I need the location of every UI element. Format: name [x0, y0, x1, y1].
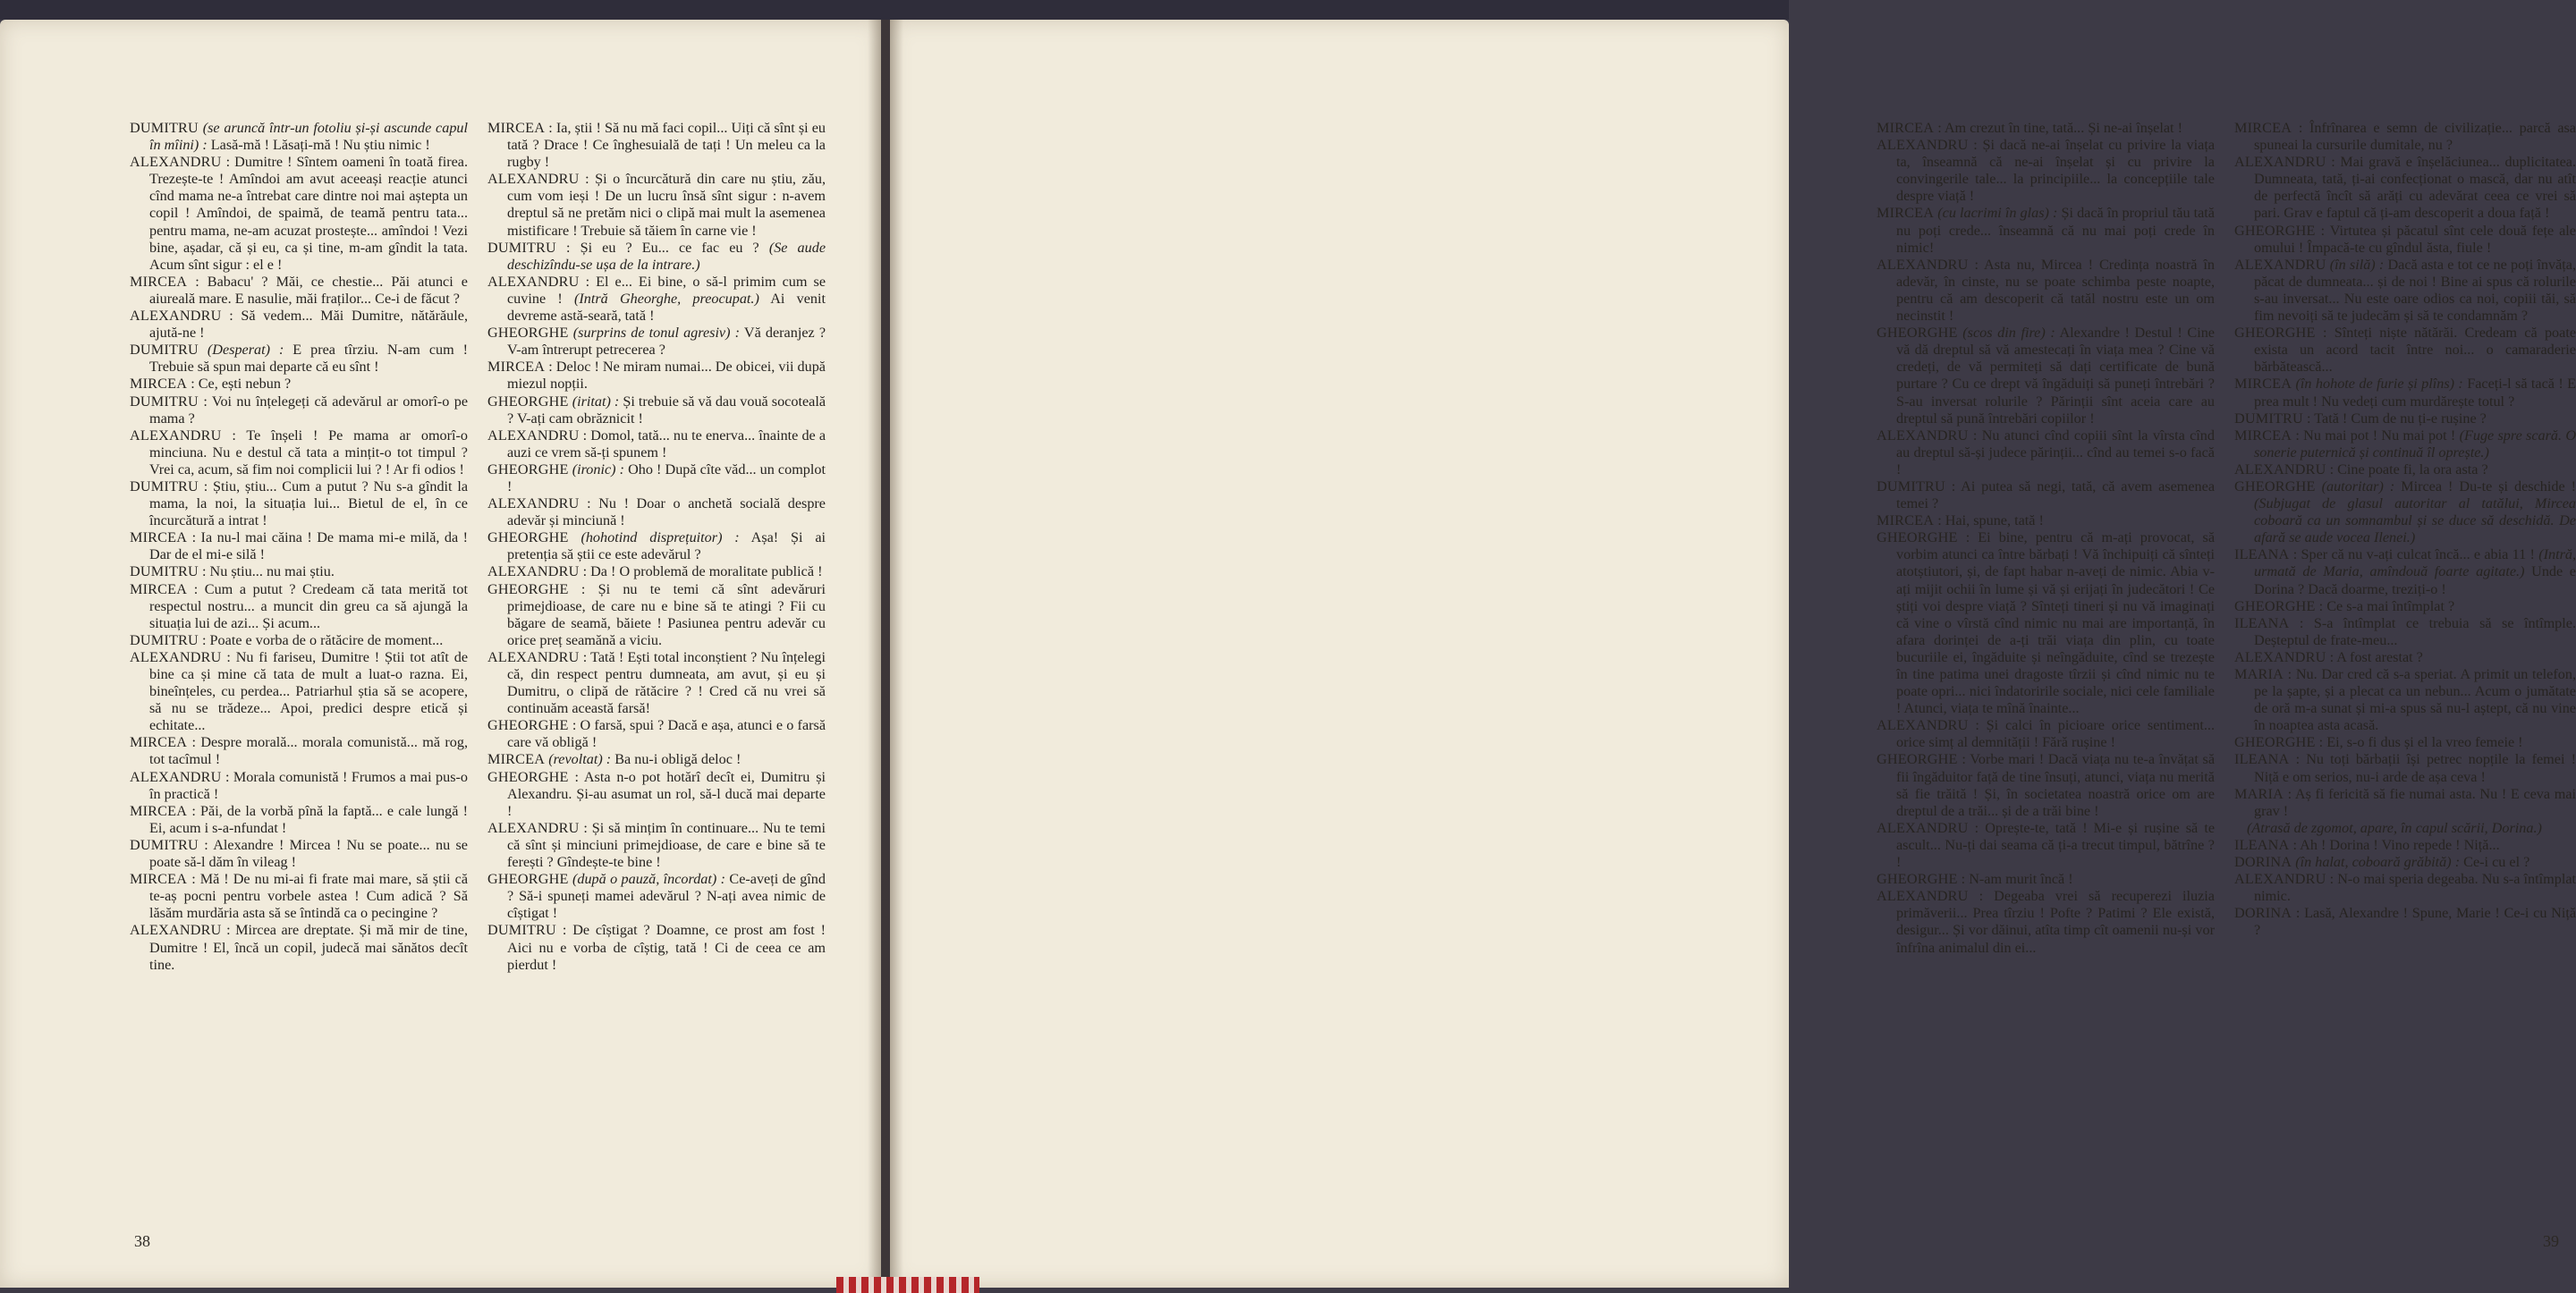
dialogue-line	[2234, 598, 2576, 615]
line-text: Dacă asta e tot ce ne poți învăța, păcat de dumneata... și de noi ! Bine ai spus că rolurile s-au inversat... Nu este oare odios ca noi, copiii tăi, să fim nevoiți să te judecăm și să te condamnăm ?	[2254, 256, 2576, 325]
dialogue-line	[130, 308, 468, 342]
speaker-name: ALEXANDRU	[130, 648, 222, 665]
speaker-name: GHEORGHE	[487, 325, 569, 342]
line-text: : A fost arestat ?	[2329, 648, 2423, 665]
speaker-name: MIRCEA	[130, 580, 188, 597]
speaker-name: GHEORGHE	[2234, 325, 2316, 342]
dialogue-line	[487, 581, 826, 649]
speaker-name: MIRCEA	[1877, 120, 1935, 136]
speaker-name: MIRCEA	[130, 273, 188, 290]
dialogue-line	[487, 171, 826, 239]
line-text: : Hai, spune, tată !	[1937, 512, 2044, 529]
stage-direction: (ironic) :	[572, 461, 625, 477]
dialogue-line	[130, 581, 468, 632]
line-text: Mircea ! Du-te și deschide !	[2401, 477, 2576, 494]
line-text: : Ia nu-l mai căina ! De mama mi-e milă, da ! Dar de el mi-e silă !	[149, 529, 468, 563]
line-text: : Cum a putut ? Credeam că tata merită tot respectul nostru... a muncit din greu ca să ajungă la situația lui de azi... Și acum...	[149, 580, 468, 631]
line-text: : De cîștigat ? Doamne, ce prost am fost ! Aici nu e vorba de cîștig, tată ! Ci de ceea ce am pierdut !	[507, 922, 826, 973]
line-text: : Alexandre ! Mircea ! Nu se poate... nu se poate să-l dăm în vileag !	[149, 836, 468, 871]
stage-direction: (Intră, urmată de Maria, amîndouă foarte agitate.)	[2254, 546, 2576, 580]
dialogue-line	[2234, 649, 2576, 666]
dialogue-line	[2234, 837, 2576, 854]
dialogue-line	[487, 649, 826, 717]
speaker-name: ALEXANDRU	[487, 273, 580, 290]
dialogue-line	[130, 376, 468, 393]
line-text: : Nu ! Doar o anchetă socială despre adevăr și minciună !	[507, 495, 826, 529]
book-top-edge	[0, 0, 1789, 20]
speaker-name: GHEORGHE	[487, 393, 569, 410]
speaker-name: ALEXANDRU	[2234, 154, 2326, 171]
speaker-name: DUMITRU	[487, 922, 556, 939]
line-text: : Virtutea și păcatul sînt cele două fețe ale omului ! Împacă-te cu gîndul ăsta, fiule !	[2254, 222, 2576, 256]
speaker-name: MIRCEA	[130, 734, 188, 751]
line-text: : Deloc ! Ne miram numai... De obicei, vii după miezul nopții.	[507, 359, 826, 393]
line-text: : N-am murit încă !	[1961, 871, 2073, 888]
dialogue-line	[2234, 410, 2576, 427]
line-text: : Asta nu, Mircea ! Credința noastră în adevăr, în cinste, nu se poate schimba peste noapte, pentru că am descoperit că tatăl nostru este un om necinstit !	[1896, 256, 2216, 325]
speaker-name: ALEXANDRU	[487, 648, 580, 665]
column-2	[487, 120, 826, 974]
speaker-name: ALEXANDRU	[2234, 871, 2326, 888]
line-text: : Aș fi fericită să fie numai asta. Nu ! E ceva mai grav !	[2254, 785, 2576, 819]
dialogue-line	[1877, 478, 2215, 512]
line-text: Ce-aveți de gînd ? Să-i spuneți mamei adevărul ? N-ați avea nimic de cîștigat !	[507, 871, 826, 922]
dialogue-line	[2234, 427, 2576, 461]
speaker-name: ILEANA	[2234, 836, 2290, 853]
dialogue-line	[1877, 257, 2215, 325]
line-text: Alexandre ! Destul ! Cine vă dă dreptul să vă amestecați în viața mea ? Cine vă credeți, de vă permiteți să dați certificate de bună purtare ? Cu ce drept vă îngăduiți să puneți întrebări ? S-au inversat rolurile ? Părinții sînt aceia care au dreptul să pună întrebări copiilor !	[1896, 325, 2215, 427]
line-text: : Ei, s-o fi dus și el la vreo femeie !	[2318, 734, 2523, 751]
line-text: : Ai putea să negi, tată, că avem asemenea temei ?	[1896, 477, 2216, 512]
speaker-name: ALEXANDRU	[487, 819, 580, 836]
speaker-name: ALEXANDRU	[487, 427, 580, 444]
dialogue-line	[130, 154, 468, 274]
line-text: : Ce s-a mai întîmplat ?	[2318, 597, 2455, 614]
dialogue-line	[487, 529, 826, 563]
stage-direction: (surprins de tonul agresiv) :	[572, 325, 741, 342]
dialogue-line	[1877, 120, 2215, 137]
dialogue-line	[2234, 461, 2576, 478]
line-text: : Lasă, Alexandre ! Spune, Marie ! Ce-i cu Niță ?	[2254, 905, 2576, 939]
dialogue-line	[130, 803, 468, 837]
line-text: Oho ! După cîte văd... un complot !	[507, 461, 826, 494]
dialogue-line	[130, 529, 468, 563]
line-text: Lasă-mă ! Lăsați-mă ! Nu știu nimic !	[210, 137, 430, 154]
speaker-name: DUMITRU	[130, 342, 199, 359]
dialogue-line	[2234, 154, 2576, 222]
line-text: : Mă ! De nu mi-ai fi frate mai mare, să știi că te-aș pocni pentru vorbele astea ! Cum adică ? Să lăsăm murdăria asta să se întindă ca o pecingine ?	[149, 871, 469, 922]
speaker-name: MIRCEA	[130, 376, 188, 393]
dialogue-line	[487, 871, 826, 922]
line-text: Unde e Dorina ? Dacă doarme, treziți-o !	[2254, 563, 2576, 597]
dialogue-line	[130, 427, 468, 478]
speaker-name: DUMITRU	[130, 120, 199, 136]
speaker-name: ALEXANDRU	[130, 154, 222, 171]
line-text: : Și nu te temi că sînt adevăruri primejdioase, de care nu e bine să te atingi ? Fii cu băgare de seamă, băiete ! Pasiunea pentru adevăr cu orice preț seamănă a viciu.	[507, 580, 826, 648]
speaker-name: GHEORGHE	[2234, 477, 2316, 494]
dialogue-line	[487, 820, 826, 871]
dialogue-line	[1877, 512, 2215, 529]
line-text: Așa! Și ai pretenția să știi ce este adevărul ?	[507, 529, 826, 563]
line-text: : O farsă, spui ? Dacă e așa, atunci e o farsă care vă obligă !	[507, 717, 826, 751]
line-text: Și trebuie să vă dau vouă socoteală ? V-ați cam obrăznicit !	[507, 393, 826, 427]
line-text: : Ei bine, pentru că m-ați provocat, să vorbim atunci ca între bărbați ! Vă închipuiți că sînteți atotștiutori, și, de fapt habar n-aveți de nimic. Abia v-ați mijit ochii în lume și vă și erijați în judecători ! Ce știți voi despre viață ? Sînteți tineri și nu vă imaginați că vine o vîrstă cînd nimic nu mai are importanță, în afara dorinței de a-ți trăi viața din plin, cu toate bucuriile ei, îngăduite și neîngăduite, cînd se trezește în tine patima unei dragoste tîrzii și cînd nimic nu te poate opri... nici îndatoririle sociale, nici cele familiale ! Atunci, viața te mînă înainte...	[1896, 529, 2216, 717]
dialogue-line	[487, 120, 826, 171]
stage-direction: (Subjugat de glasul autoritar al tatălui, Mircea coboară ca un somnambul și se duce să deschidă. De afară se aude vocea Ilenei.)	[2254, 495, 2576, 546]
speaker-name: GHEORGHE	[1877, 871, 1958, 888]
speaker-name: GHEORGHE	[1877, 325, 1958, 342]
dialogue-line	[130, 837, 468, 871]
line-text: Ce-i cu el ?	[2463, 854, 2530, 871]
line-text: : Și dacă ne-ai înșelat cu privire la viața ta, înseamnă că ne-ai înșelat și cu privire la convingerile tale... la principiile... la concepțiile tale despre viață !	[1896, 137, 2216, 205]
stage-direction: (în halat, coboară grăbită) :	[2295, 854, 2461, 871]
dialogue-line	[2234, 615, 2576, 649]
speaker-name: ILEANA	[2234, 546, 2290, 563]
line-text: : Cine poate fi, la ora asta ?	[2329, 461, 2488, 477]
speaker-name: MIRCEA	[487, 359, 546, 376]
speaker-name: GHEORGHE	[487, 461, 569, 477]
speaker-name: GHEORGHE	[487, 768, 569, 785]
speaker-name: GHEORGHE	[1877, 529, 1958, 546]
dialogue-line	[487, 769, 826, 820]
stage-direction: (scos din fire) :	[1962, 325, 2055, 342]
line-text: : Nu. Dar cred că s-a speriat. A primit un telefon, pe la șapte, și a plecat ca un nebun... Acum o jumătate de oră m-a sunat și mi-a spus să nu-l aștept, că nu vine în noaptea asta acasă.	[2254, 666, 2576, 734]
line-text: : Nu fi fariseu, Dumitre ! Știi tot atît de bine ca și mine că tata de mult a luat-o razna. Ei, bineînțeles, cu perdea... Patriarhul știa să se acopere, să nu se trădeze... Apoi, predici despre etică și echitate...	[149, 648, 469, 734]
speaker-name: ALEXANDRU	[2234, 461, 2326, 477]
speaker-name: GHEORGHE	[1877, 751, 1958, 768]
speaker-name: MARIA	[2234, 785, 2284, 802]
dialogue-line	[2234, 478, 2576, 546]
speaker-name: ALEXANDRU	[1877, 888, 1969, 905]
stage-direction: (cu lacrimi în glas) :	[1937, 205, 2058, 222]
speaker-name: MIRCEA	[2234, 376, 2292, 393]
line-text: : Sper că nu v-ați culcat încă... e abia 11 !	[2292, 546, 2535, 563]
line-text: : Înfrînarea e semn de civilizație... parcă asa spuneai la cursurile dumitale, nu ?	[2254, 120, 2576, 154]
dialogue-line	[130, 769, 468, 803]
line-text: : N-o mai speria degeaba. Nu s-a întîmplat nimic.	[2254, 871, 2576, 905]
speaker-name: GHEORGHE	[2234, 734, 2316, 751]
dialogue-line	[487, 717, 826, 751]
speaker-name: MIRCEA	[130, 871, 188, 888]
dialogue-line	[2234, 666, 2576, 734]
speaker-name: ALEXANDRU	[130, 427, 222, 444]
dialogue-line	[130, 922, 468, 973]
dialogue-line	[2234, 734, 2576, 751]
line-text: : Asta n-o pot hotărî decît ei, Dumitru și Alexandru. Și-au asumat un rol, să-l ducă mai departe !	[507, 768, 826, 819]
line-text: : Ah ! Dorina ! Vino repede ! Niță...	[2292, 836, 2500, 853]
line-text: : Dumitre ! Sîntem oameni în toată firea. Trezește-te ! Amîndoi am avut aceeași reacție atunci cînd mama ne-a întrebat care dintre noi mai aștepta un copil ! Amîndoi, de spaimă, de teamă pentru tata... pentru mama, ne-am acuzat prostește... amîndoi ! Vezi bine, așadar, că și eu, ca și tine, m-am gîndit la tata. Acum sînt sigur : el e !	[149, 154, 469, 273]
stage-direction: (Se aude deschizîndu-se ușa de la intrare.)	[507, 239, 826, 273]
stage-direction: (hohotind disprețuitor) :	[580, 529, 740, 546]
line-text: : Domol, tată... nu te enerva... înainte de a auzi ce vrem să-ți spunem !	[507, 427, 826, 461]
column-3	[1877, 120, 2215, 957]
speaker-name: DUMITRU	[130, 563, 199, 580]
dialogue-line	[130, 274, 468, 308]
dialogue-line	[2234, 546, 2576, 597]
speaker-name: MIRCEA	[1877, 205, 1935, 222]
speaker-name: MIRCEA	[130, 802, 188, 819]
line-text: : Oprește-te, tată ! Mi-e și rușine să te ascult... Nu-ți dai seama că ți-a trecut timpul, bătrîne ? !	[1896, 819, 2216, 871]
speaker-name: GHEORGHE	[487, 529, 569, 546]
speaker-name: ALEXANDRU	[1877, 717, 1969, 734]
dialogue-line	[2234, 751, 2576, 785]
speaker-name: ALEXANDRU	[1877, 427, 1969, 444]
dialogue-line	[130, 342, 468, 376]
dialogue-line	[2234, 325, 2576, 376]
speaker-name: ALEXANDRU	[487, 171, 580, 188]
speaker-name: ALEXANDRU	[2234, 648, 2326, 665]
line-text: : El e... Ei bine, o să-l primim cum se cuvine !	[507, 273, 826, 307]
dialogue-line	[130, 632, 468, 649]
stage-direction: (după o pauză, încordat) :	[572, 871, 726, 888]
line-text: : Și o încurcătură din care nu știu, zău, cum vom ieși ! De un lucru însă sînt sigur : n-avem dreptul să ne pretăm nici o clipă mai mult la asemenea mistificare ! Trebuie să tăiem în carne vie !	[507, 171, 826, 239]
line-text: E prea tîrziu. N-am cum ! Trebuie să spun mai departe că eu sînt !	[149, 342, 469, 376]
line-text: : Vorbe mari ! Dacă viața nu te-a învățat să fii îngăduitor față de tine însuți, atunci, viața nu merită să fie trăită ! Și, în societatea noastră orice om are dreptul de a trăi... și de a trăi bine !	[1896, 751, 2216, 819]
column-4	[2234, 120, 2576, 940]
speaker-name: GHEORGHE	[487, 871, 569, 888]
speaker-name: DUMITRU	[1877, 477, 1945, 494]
line-text: : Sînteți niște nătărăi. Credeam că poate exista un acord tacit între noi... o camaraderie bărbătească...	[2254, 325, 2576, 376]
dialogue-line	[1877, 820, 2215, 871]
dialogue-line	[2234, 871, 2576, 905]
speaker-name: MIRCEA	[487, 751, 546, 768]
line-text: : Păi, de la vorbă pînă la faptă... e cale lungă ! Ei, acum i s-a-nfundat !	[149, 802, 469, 836]
speaker-name: DUMITRU	[130, 477, 199, 494]
speaker-name: MIRCEA	[2234, 120, 2292, 136]
stage-direction: (iritat) :	[572, 393, 620, 410]
dialogue-line	[2234, 376, 2576, 410]
speaker-name: ALEXANDRU	[1877, 256, 1969, 273]
dialogue-line	[2234, 120, 2576, 154]
line-text: Ai venit devreme astă-seară, tată !	[507, 290, 826, 325]
speaker-name: ILEANA	[2234, 614, 2290, 631]
dialogue-line	[2234, 257, 2576, 325]
speaker-name: GHEORGHE	[487, 717, 569, 734]
line-text: : Babacu' ? Măi, ce chestie... Păi atunci e aiureală mare. E nasulie, măi fraților... Ce-i de făcut ?	[149, 273, 468, 307]
speaker-name: ALEXANDRU	[130, 922, 222, 939]
stage-direction: (autoritar) :	[2321, 477, 2395, 494]
line-text: : Voi nu înțelegeți că adevărul ar omorî-o pe mama ?	[149, 393, 469, 427]
stage-direction: (Desperat) :	[207, 342, 284, 359]
dialogue-line	[130, 393, 468, 427]
stage-direction: (Fuge spre scară. O sonerie puternică și continuă îl oprește.)	[2254, 427, 2576, 461]
dialogue-line	[1877, 137, 2215, 205]
line-text: : Nu mai pot ! Nu mai pot !	[2295, 427, 2456, 444]
dialogue-line	[2234, 905, 2576, 939]
page-number-left: 38	[134, 1232, 150, 1250]
speaker-name: ALEXANDRU	[130, 768, 222, 785]
line-text: : S-a întîmplat ce trebuia să se întîmple. Deșteptul de frate-meu...	[2254, 614, 2576, 648]
speaker-name: DUMITRU	[130, 393, 199, 410]
dialogue-line	[1877, 205, 2215, 256]
dialogue-line	[487, 325, 826, 359]
speaker-name: ALEXANDRU	[1877, 819, 1969, 836]
stage-direction: (în silă) :	[2329, 256, 2385, 273]
column-1	[130, 120, 468, 974]
line-text: : Am crezut în tine, tată... Și ne-ai înșelat !	[1937, 120, 2182, 136]
line-text: : Nu toți bărbații își petrec nopțile la femei ! Niță e om serios, nu-i arde de așa ceva !	[2254, 751, 2576, 785]
dialogue-line	[130, 478, 468, 529]
dialogue-line	[2234, 820, 2576, 837]
line-text: : Și să mințim în continuare... Nu te temi că sînt și minciuni primejdioase, de care e bine să te ferești ? Gîndește-te bine !	[507, 819, 826, 871]
dialogue-line	[487, 461, 826, 495]
line-text: : Mircea are dreptate. Și mă mir de tine, Dumitre ! El, încă un copil, judecă mai sănătos decît tine.	[149, 922, 469, 973]
line-text: : Știu, știu... Cum a putut ? Nu s-a gîndit la mama, la noi, la situația lui... Bietul de el, în ce încurcătură a intrat !	[149, 477, 469, 529]
line-text: : Da ! O problemă de moralitate publică !	[582, 563, 823, 580]
line-text: : Tată ! Cum de nu ți-e rușine ?	[2307, 410, 2487, 427]
stage-direction: (revoltat) :	[548, 751, 612, 768]
speaker-name: DUMITRU	[130, 631, 199, 648]
book-gutter	[868, 20, 903, 1288]
speaker-name: DORINA	[2234, 854, 2292, 871]
speaker-name: GHEORGHE	[487, 580, 569, 597]
speaker-name: DUMITRU	[130, 836, 199, 853]
dialogue-line	[487, 240, 826, 274]
line-text: : Să vedem... Măi Dumitre, nătărăule, ajută-ne !	[149, 308, 469, 342]
line-text: Și dacă în propriul tău tată nu poți crede... înseamnă că nu mai poți crede în nimic!	[1896, 205, 2215, 256]
line-text: Ba nu-i obligă deloc !	[614, 751, 741, 768]
speaker-name: ALEXANDRU	[487, 563, 580, 580]
speaker-name: ALEXANDRU	[1877, 137, 1969, 154]
speaker-name: DORINA	[2234, 905, 2292, 922]
dialogue-line	[1877, 427, 2215, 478]
line-text: : Și calci în picioare orice sentiment... orice simț al demnității ! Fără rușine !	[1896, 717, 2215, 751]
dialogue-line	[1877, 871, 2215, 888]
line-text: : Și eu ? Eu... ce fac eu ?	[566, 239, 759, 256]
dialogue-line	[2234, 854, 2576, 871]
speaker-name: MIRCEA	[2234, 427, 2292, 444]
dialogue-line	[2234, 786, 2576, 820]
speaker-name: ALEXANDRU	[2234, 256, 2326, 273]
dialogue-line	[130, 649, 468, 734]
page-number-right: 39	[2543, 1232, 2559, 1250]
bookmark-ribbon	[836, 1277, 979, 1293]
dialogue-line	[130, 563, 468, 580]
dialogue-line	[130, 871, 468, 922]
speaker-name: DUMITRU	[2234, 410, 2303, 427]
dialogue-line	[130, 120, 468, 154]
left-page	[0, 20, 881, 1288]
dialogue-line	[1877, 717, 2215, 751]
dialogue-line	[487, 751, 826, 768]
line-text: : Morala comunistă ! Frumos a mai pus-o în practică !	[149, 768, 469, 802]
dialogue-line	[2234, 223, 2576, 257]
line-text: : Tată ! Ești total inconștient ? Nu înțelegi că, din respect pentru dumneata, am avut, și eu și Dumitru, o clipă de rătăcire ? ! Cred că nu vrei să continuăm această farsă!	[507, 648, 826, 717]
dialogue-line	[487, 922, 826, 973]
speaker-name: ALEXANDRU	[130, 308, 222, 325]
dialogue-line	[487, 427, 826, 461]
speaker-name: MARIA	[2234, 666, 2284, 682]
dialogue-line	[1877, 888, 2215, 956]
dialogue-line	[487, 393, 826, 427]
stage-direction: (în hohote de furie și plîns) :	[2295, 376, 2463, 393]
dialogue-line	[487, 274, 826, 325]
dialogue-line	[487, 563, 826, 580]
speaker-name: DUMITRU	[487, 239, 556, 256]
speaker-name: GHEORGHE	[2234, 222, 2316, 239]
line-text: : Degeaba vrei să recuperezi iluzia primăverii... Prea tîrziu ! Pofte ? Patimi ? Ele există, desigur... Și vor dăinui, atîta timp cît oamenii nu-și vor înfrîna animalul din ei...	[1896, 888, 2215, 956]
line-text: : Poate e vorba de o rătăcire de moment...	[202, 631, 444, 648]
speaker-name: GHEORGHE	[2234, 597, 2316, 614]
dialogue-line	[130, 734, 468, 768]
stage-direction: (Intră Gheorghe, preocupat.)	[574, 290, 759, 307]
dialogue-line	[1877, 529, 2215, 717]
speaker-name: MIRCEA	[130, 529, 188, 546]
line-text: : Ce, ești nebun ?	[191, 376, 292, 393]
line-text: : Mai gravă e înșelăciunea... duplicitatea. Dumneata, tată, ți-ai confecționat o mască, dar nu atît de perfectă încît să arăți cu adevărat ceea ce vrei să pari. Grav e faptul că ți-am descoperit a doua față !	[2254, 154, 2576, 222]
line-text: : Despre morală... morala comunistă... mă rog, tot tacîmul !	[149, 734, 468, 768]
right-page	[890, 20, 2576, 1288]
dialogue-line	[1877, 325, 2215, 427]
speaker-name: MIRCEA	[1877, 512, 1935, 529]
line-text: : Ia, știi ! Să nu mă faci copil... Uiți că sînt și eu tată ? Drace ! Ce înghesuială de tați ! Un meleu ca la rugby !	[507, 120, 826, 171]
line-text: : Te înșeli ! Pe mama ar omorî-o minciuna. Nu e destul că tata a mințit-o tot timpul ? Vrei ca, acum, să fim noi complicii lui ? ! Ar fi odios !	[149, 427, 469, 477]
speaker-name: ILEANA	[2234, 751, 2290, 768]
dialogue-line	[487, 495, 826, 529]
stage-direction: (Atrasă de zgomot, apare, în capul scării, Dorina.)	[2247, 819, 2542, 836]
line-text: Vă deranjez ? V-am întrerupt petrecerea ?	[507, 325, 826, 359]
line-text: : Nu atunci cînd copiii sînt la vîrsta cînd au dreptul să-și judece părinții... cînd au temei s-o facă !	[1896, 427, 2215, 477]
stage-direction: (se aruncă într-un fotoliu și-și ascunde capul în mîini) :	[149, 120, 469, 154]
dialogue-line	[1877, 751, 2215, 819]
line-text: Faceți-l să tacă ! E prea mult ! Nu vedeți cum murdărește totul ?	[2254, 376, 2576, 410]
speaker-name: ALEXANDRU	[487, 495, 580, 512]
dialogue-line	[487, 359, 826, 393]
line-text: : Nu știu... nu mai știu.	[202, 563, 335, 580]
speaker-name: MIRCEA	[487, 120, 546, 136]
